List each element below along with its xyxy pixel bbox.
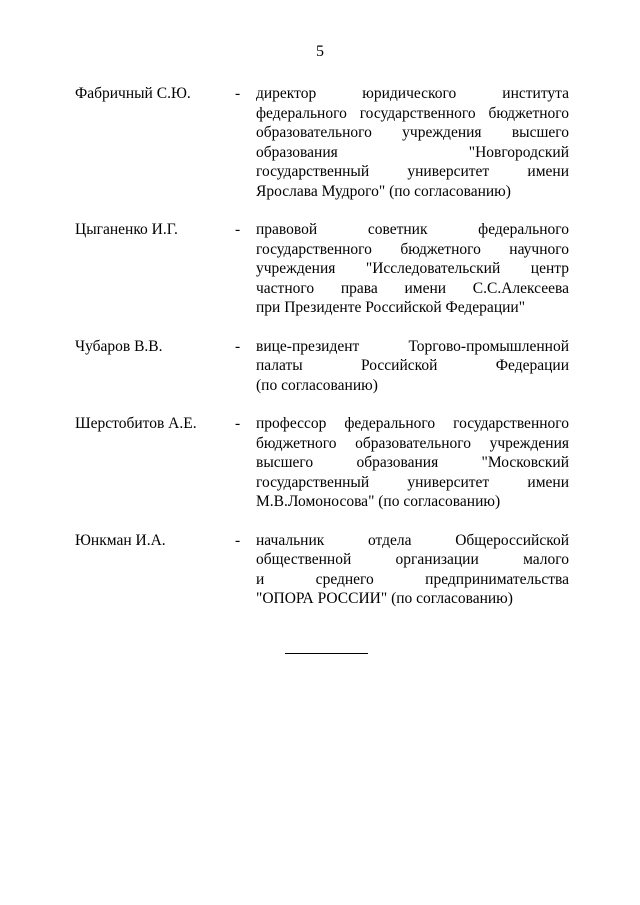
member-name: Шерстобитов А.Е. — [75, 415, 197, 432]
role-line: учреждения "Исследовательский центр — [256, 260, 569, 277]
role-line: (по согласованию) — [256, 376, 378, 394]
role-line: при Президенте Российской Федерации" — [256, 299, 526, 316]
role-line: Ярослава Мудрого" (по согласованию) — [256, 182, 511, 200]
page-number: 5 — [316, 43, 324, 60]
role-line: высшего образования "Московский — [256, 454, 569, 471]
role-line: начальник отдела Общероссийской — [256, 531, 569, 549]
member-role — [256, 84, 569, 201]
member-name: Цыганенко И.Г. — [75, 221, 178, 238]
role-line: образовательного учреждения высшего — [256, 124, 569, 141]
role-line: образования "Новгородский — [256, 143, 569, 161]
role-line: и среднего предпринимательства — [256, 570, 569, 588]
member-entry — [75, 414, 569, 512]
member-role — [256, 531, 569, 609]
role-line: профессор федерального государственного — [256, 415, 569, 432]
member-role — [256, 220, 569, 318]
member-role — [256, 414, 569, 512]
role-line: общественной организации малого — [256, 551, 569, 568]
role-line: федерального государственного бюджетного — [256, 104, 569, 122]
member-entry — [75, 220, 569, 318]
role-line: государственный университет имени — [256, 473, 569, 491]
role-line: бюджетного образовательного учреждения — [256, 434, 569, 452]
member-entry — [75, 84, 569, 201]
member-dash: - — [235, 531, 241, 549]
role-line: частного права имени С.С.Алексеева — [256, 279, 569, 297]
role-line: вице-президент Торгово-промышленной — [256, 337, 569, 355]
role-line: М.В.Ломоносова" (по согласованию) — [256, 493, 501, 510]
member-entry — [75, 531, 569, 609]
member-role — [256, 337, 569, 396]
end-of-list-rule — [285, 653, 368, 654]
member-dash: - — [235, 85, 241, 102]
member-dash: - — [235, 415, 241, 432]
role-line: государственного бюджетного научного — [256, 240, 569, 258]
member-name: Юнкман И.А. — [75, 531, 166, 549]
member-dash: - — [235, 221, 241, 238]
member-list — [75, 84, 569, 628]
member-entry — [75, 337, 569, 396]
role-line: директор юридического института — [256, 85, 569, 102]
member-name: Фабричный С.Ю. — [75, 85, 191, 102]
role-line: "ОПОРА РОССИИ" (по согласованию) — [256, 590, 513, 607]
role-line: палаты Российской Федерации — [256, 357, 569, 374]
role-line: правовой советник федерального — [256, 221, 569, 238]
role-line: государственный университет имени — [256, 163, 569, 180]
member-dash: - — [235, 337, 241, 355]
member-name: Чубаров В.В. — [75, 337, 163, 355]
